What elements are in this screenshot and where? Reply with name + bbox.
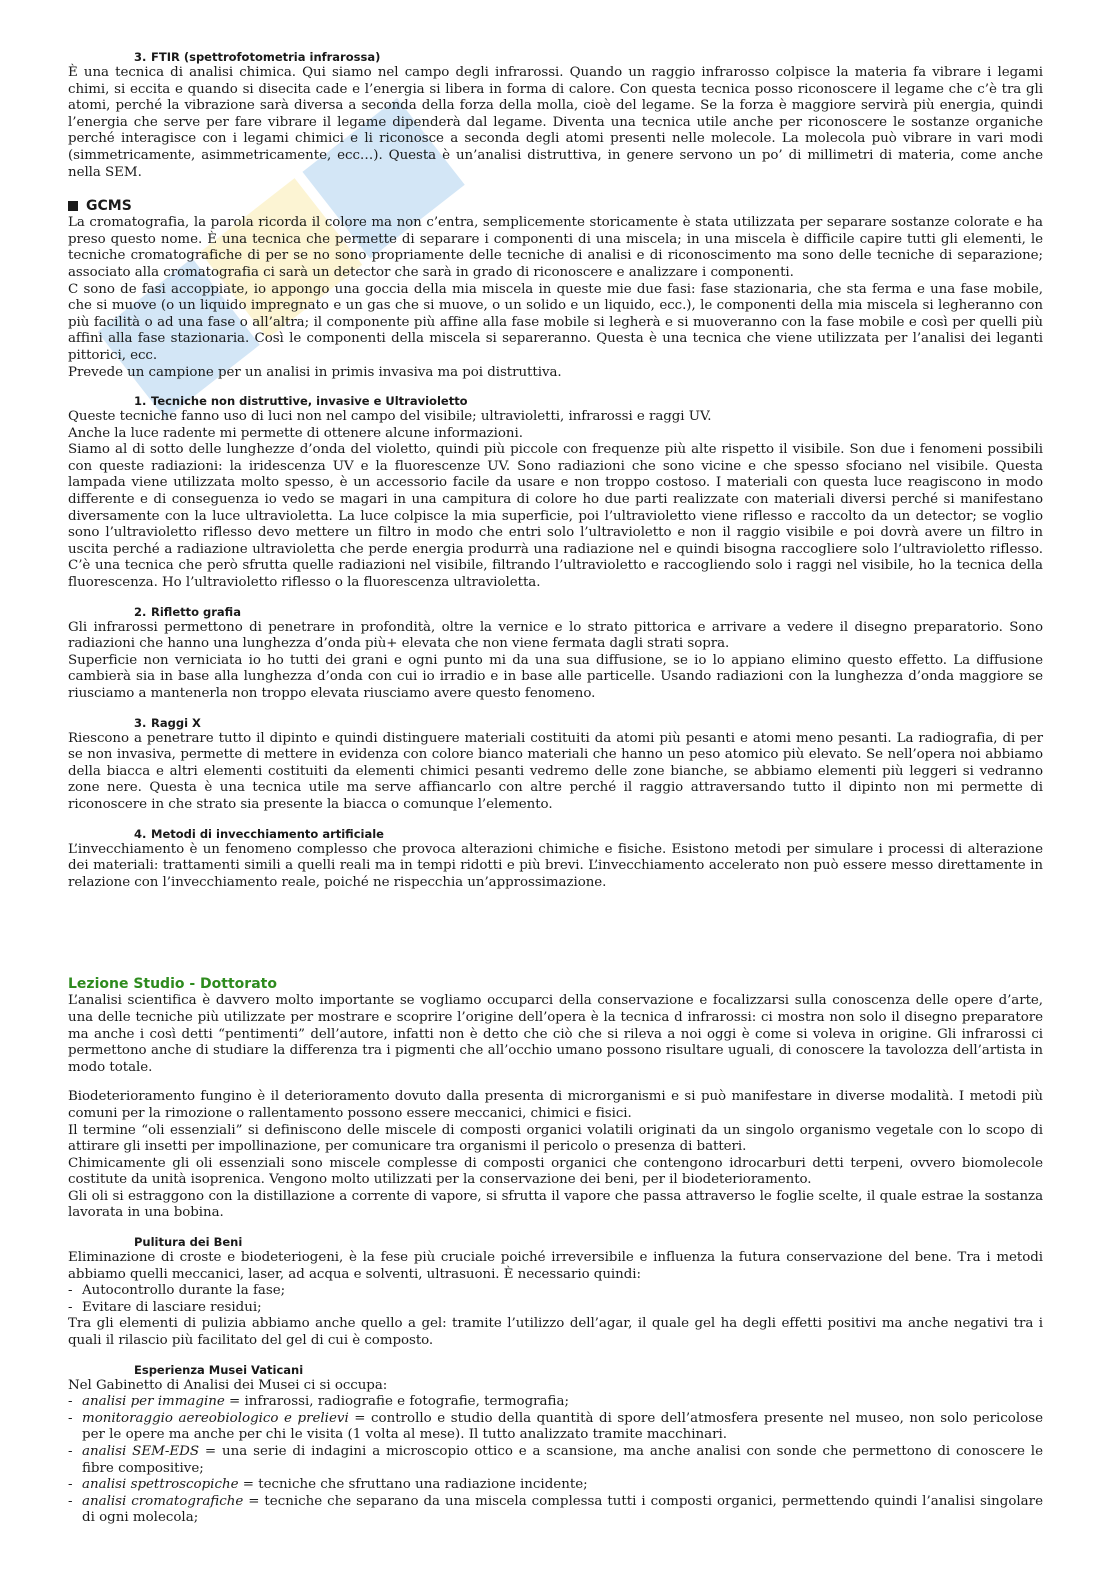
gcms-paragraph-2: C sono de fasi accoppiate, io appongo una goccia della mia miscela in queste mie due fasi: fase stazionaria, che sta ferma e una fase mobile, che si muove (o un liquido impregnato e un gas che si muove, o un solido e un liquido, ecc.), le componenti della mia miscela si legheranno con più facilità o ad una fase o all’altra; il componente più affine alla fase mobile si legherà e si muoveranno con la fase mobile e così per quelli più affini alla fase stazionaria. Così le componenti della miscela si separeranno. Questa è una tecnica che viene utilizzata per l’analisi dei leganti pittorici, ecc. [68,281,1043,363]
lezione-paragraph-3: Il termine “oli essenziali” si definiscono delle miscele di composti organici volatili originati da un singolo organismo vegetale con lo scopo di attirare gli insetti per impollinazione, per comunicare tra organismi il pericolo o presenza di batteri. [68,1122,1043,1155]
uv-paragraph-3: Siamo al di sotto delle lunghezze d’onda del violetto, quindi più piccole con frequenze più alte rispetto il visibile. Son due i fenomeni possibili con queste radiazioni: la iridescenza UV e la fluorescenze UV. Sono radiazioni che sono vicine e che spesso sfociano nel visibile. Questa lampada viene utilizzata molto spesso, è un accessorio facile da usare e non troppo costoso. I materiali con questa luce reagiscono in modo differente e di conseguenza io vedo se magari in una campitura di colore ho due parti realizzate con materiali diversi perché si manifestano diversamente con la luce ultravioletta. La luce colpisce la mia superficie, poi l’ultravioletto viene riflesso e raccolto da un detector; se voglio sono l’ultravioletto riflesso devo mettere un filtro in modo che entri solo l’ultravioletto e non il raggio visibile e poi dovrà avere un filtro in uscita perché a radiazione ultravioletta che perde energia produrrà una radiazione nel e quindi bisogna raccogliere solo l’ultravioletto riflesso. C’è una tecnica che però sfrutta quelle radiazioni nel visibile, filtrando l’ultravioletto e raccogliendo solo i raggi nel visibile, ho la tecnica della fluorescenza. Ho l’ultravioletto riflesso o la fluorescenza ultravioletta. [68,442,1043,591]
section-heading-riflettografia: 2. Rifletto grafia [134,604,241,619]
bullet-square-icon [68,201,78,211]
list-item: - Evitare di lasciare residui; [68,1299,262,1315]
section-heading-uv: 1. Tecniche non distruttive, invasive e Ultravioletto [134,394,468,409]
section-heading-musei-vaticani: Esperienza Musei Vaticani [134,1362,304,1377]
section-heading-raggi-x: 3. Raggi X [134,715,201,730]
pulitura-list [68,1283,1043,1316]
section-heading-invecchiamento: 4. Metodi di invecchiamento artificiale [134,826,384,841]
section-heading-gcms: GCMS [68,197,1043,215]
list-item: - analisi per immagine = infrarossi, radiografie e fotografie, termografia; [68,1394,569,1410]
gcms-paragraph-3: Prevede un campione per un analisi in primis invasiva ma poi distruttiva. [68,364,562,380]
musei-list [68,1394,1043,1527]
uv-paragraph-2: Anche la luce radente mi permette di ottenere alcune informazioni. [68,425,523,441]
ftir-paragraph: È una tecnica di analisi chimica. Qui siamo nel campo degli infrarossi. Quando un raggio infrarosso colpisce la materia fa vibrare i legami chimi, si eccita e quando si disecita cade e l’energia si libera in forma di calore. Con questa tecnica posso riconoscere il legame che c’è tra gli atomi, perché la vibrazione sarà diversa a seconda della forza della molla, cioè del legame. Se la forza è maggiore servirà più energia, quindi l’energia che serve per fare vibrare il legame dipenderà dal legame. Diventa una tecnica utile anche per riconoscere le sostanze organiche perché interagisce con i legami chimici e li riconosce a seconda degli atomi presenti nelle molecole. La molecola può vibrare in vari modi (simmetricamente, asimmetricamente, ecc…). Questa è un’analisi distruttiva, in genere servono un po’ di millimetri di materia, come anche nella SEM. [68,65,1043,180]
document-page [68,50,1043,1527]
section-heading-ftir: 3. FTIR (spettrofotometria infrarossa) [134,50,381,64]
list-item: - analisi spettroscopiche = tecniche che sfruttano una radiazione incidente; [68,1477,588,1493]
list-item: - monitoraggio aereobiologico e prelievi = controllo e studio della quantità di spore dell’atmosfera presente nel museo, non solo pericolose per le opere ma anche per chi le visita (1 volta al mese). Il tutto analizzato tramite macchinari. [68,1410,1043,1443]
riflettografia-paragraph-1: Gli infrarossi permettono di penetrare in profondità, oltre la vernice e lo strato pittorica e arrivare a vedere il disegno preparatorio. Sono radiazioni che hanno una lunghezza d’onda più+ elevata che non viene fermata dagli strati sopra. [68,619,1043,652]
lezione-paragraph-2: Biodeterioramento fungino è il deterioramento dovuto dalla presenta di microrganismi e si può manifestare in diverse modalità. I metodi più comuni per la rimozione o rallentamento possono essere meccanici, chimici e fisici. [68,1089,1043,1121]
list-item: - analisi cromatografiche = tecniche che separano da una miscela complessa tutti i composti organici, permettendo quindi l’analisi singolare di ogni molecola; [68,1493,1043,1526]
list-item: - Autocontrollo durante la fase; [68,1283,286,1299]
pulitura-paragraph-1: Eliminazione di croste e biodeteriogeni, è la fese più cruciale poiché irreversibile e influenza la futura conservazione del bene. Tra i metodi abbiamo quelli meccanici, laser, ad acqua e solventi, ultrasuoni. È necessario quindi: [68,1250,1043,1282]
raggi-x-paragraph: Riescono a penetrare tutto il dipinto e quindi distinguere materiali costituiti da atomi più pesanti e atomi meno pesanti. La radiografia, di per se non invasiva, permette di mettere in evidenza con colore bianco materiali che hanno un peso atomico più elevato. Se nell’opera noi abbiamo della biacca e altri elementi costituiti da elementi chimici pesanti vedremo delle zone bianche, se abbiamo elementi più leggeri si vedranno zone nere. Questa è una tecnica utile ma serve affiancarlo con altre perché il raggio attraversando tutto il dipinto non mi permette di riconoscere in che strato sia presente la biacca o comunque l’elemento. [68,730,1043,812]
gcms-paragraph-1: La cromatografia, la parola ricorda il colore ma non c’entra, semplicemente storicamente è stata utilizzata per separare sostanze colorate e ha preso questo nome. È una tecnica che permette di separare i componenti di una miscela; in una miscela è difficile capire tutti gli elementi, le tecniche cromatografiche di per se no sono propriamente delle tecniche di analisi e di riconoscimento ma sono delle tecniche di separazione; associato alla cromatografia ci sarà un detector che sarà in grado di riconoscere e analizzare i componenti. [68,215,1043,280]
musei-intro: Nel Gabinetto di Analisi dei Musei ci si occupa: [68,1377,388,1393]
section-heading-pulitura: Pulitura dei Beni [134,1235,243,1250]
section-heading-lezione: Lezione Studio - Dottorato [68,976,277,993]
invecchiamento-paragraph: L’invecchiamento è un fenomeno complesso che provoca alterazioni chimiche e fisiche. Esistono metodi per simulare i processi di alterazione dei materiali: trattamenti simili a quelli reali ma in tempi ridotti e più brevi. L’invecchiamento accelerato non può essere messo direttamente in relazione con l’invecchiamento reale, poiché ne rispecchia un’approssimazione. [68,841,1043,890]
lezione-paragraph-4: Chimicamente gli oli essenziali sono miscele complesse di composti organici che contengono idrocarburi detti terpeni, ovvero biomolecole costitute da unità isoprenica. Vengono molto utilizzati per la conservazione dei beni, per il biodeterioramento. [68,1155,1043,1188]
lezione-paragraph-1: L’analisi scientifica è davvero molto importante se vogliamo occuparci della conservazione e focalizzarsi sulla conoscenza delle opere d’arte, una delle tecniche più utilizzate per mostrare e scoprire l’origine dell’opera è la tecnica d infrarossi: ci mostra non solo il disegno preparatore ma anche i così detti “pentimenti” dell’autore, infatti non è detto che ciò che si rileva a noi oggi è come si voleva in origine. Gli infrarossi ci permettono anche di studiare la differenza tra i pigmenti che all’occhio umano possono risultare uguali, di conoscere la tavolozza dell’artista in modo totale. [68,993,1043,1075]
pulitura-paragraph-2: Tra gli elementi di pulizia abbiamo anche quello a gel: tramite l’utilizzo dell’agar, il quale gel ha degli effetti positivi ma anche negativi tra i quali il rilascio più facilitato del gel di cui è composto. [68,1316,1043,1349]
list-item: - analisi SEM-EDS = una serie di indagini a microscopio ottico e a scansione, ma anche analisi con sonde che permettono di conoscere le fibre compositive; [68,1444,1044,1476]
lezione-paragraph-5: Gli oli si estraggono con la distillazione a corrente di vapore, si sfrutta il vapore che passa attraverso le foglie scelte, il quale estrae la sostanza lavorata in una bobina. [68,1188,1043,1221]
uv-paragraph-1: Queste tecniche fanno uso di luci non nel campo del visibile; ultravioletti, infrarossi e raggi UV. [68,409,712,425]
riflettografia-paragraph-2: Superficie non verniciata io ho tutti dei grani e ogni punto mi da una sua diffusione, se io lo appiano elimino questo effetto. La diffusione cambierà sia in base alla lunghezza d’onda con cui io irradio e in base alle particelle. Usando radiazioni con la lunghezza d’onda maggiore se riusciamo a mantenerla non troppo elevata riusciamo avere questo fenomeno. [68,652,1043,701]
